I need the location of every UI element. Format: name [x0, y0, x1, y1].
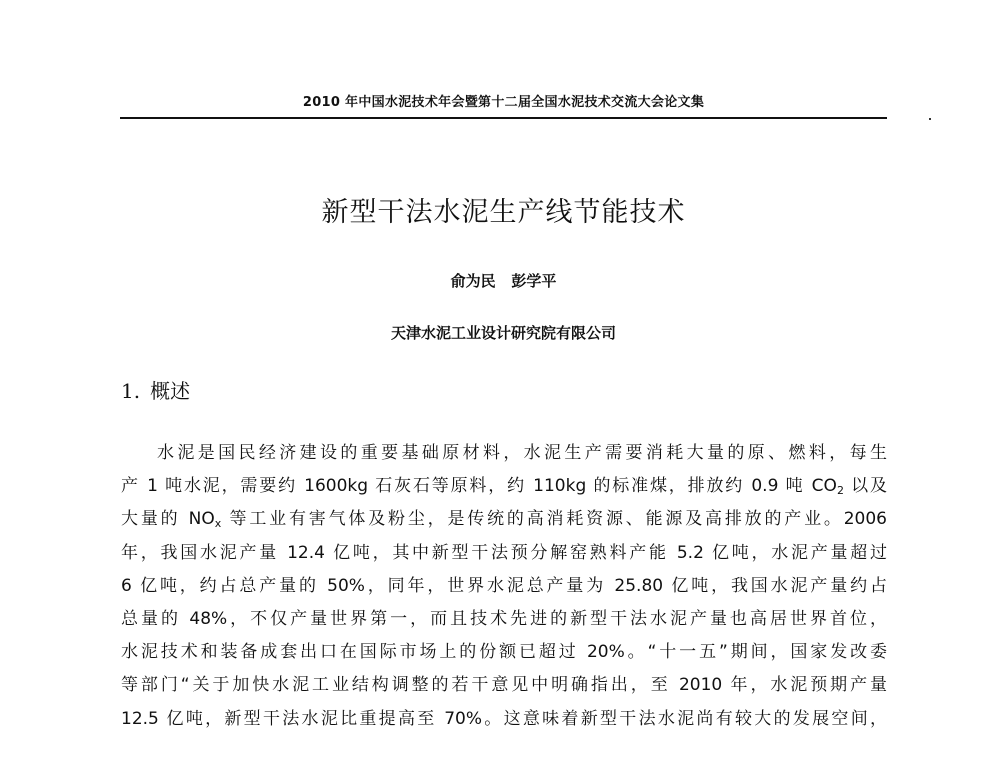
author-name: 俞为民	[450, 272, 496, 290]
text-line: 水泥是国民经济建设的重要基础原材料，水泥生产需要消耗大量的原、燃料，每生	[157, 443, 887, 463]
text-line	[121, 503, 887, 536]
subscript: 2	[836, 484, 844, 498]
text-line: 年，我国水泥产量 12.4 亿吨，其中新型干法预分解窑熟料产能 5.2 亿吨，水泥产量超过	[121, 542, 887, 563]
header-rule	[120, 117, 887, 119]
text-line: 总量的 48%，不仅产量世界第一，而且技术先进的新型干法水泥产量也高居世界首位，	[121, 608, 887, 629]
authors	[120, 270, 887, 291]
section-number: 1.	[121, 379, 141, 403]
text-line: 等部门“关于加快水泥工业结构调整的若干意见中明确指出，至 2010 年，水泥预期产量	[121, 675, 887, 696]
text-line	[121, 470, 887, 503]
author-name: 彭学平	[511, 272, 557, 290]
affiliation: 天津水泥工业设计研究院有限公司	[390, 324, 616, 342]
subscript: x	[214, 517, 222, 531]
paper-title: 新型干法水泥生产线节能技术	[321, 197, 686, 229]
text-segment: 大量的 NO	[121, 509, 215, 530]
text-segment: 以及	[851, 476, 888, 497]
text-segment: 等工业有害气体及粉尘，是传统的高消耗资源、能源及高排放的产业。2006	[229, 509, 887, 530]
section-title: 概述	[150, 379, 191, 403]
text-line: 水泥技术和装备成套出口在国际市场上的份额已超过 20%。“十一五”期间，国家发改委	[121, 642, 887, 663]
running-header: 2010 年中国水泥技术年会暨第十二届全国水泥技术交流大会论文集	[302, 95, 705, 110]
stray-mark	[929, 118, 931, 120]
body-paragraph	[121, 437, 887, 736]
text-line: 6 亿吨，约占总产量的 50%，同年，世界水泥总产量为 25.80 亿吨，我国水泥产量约占	[121, 575, 887, 596]
text-line: 12.5 亿吨，新型干法水泥比重提高至 70%。这意味着新型干法水泥尚有较大的发展空间，	[121, 708, 887, 729]
section-heading	[121, 375, 190, 404]
text-segment: 产 1 吨水泥，需要约 1600kg 石灰石等原料，约 110kg 的标准煤，排放约 0.9 吨 CO	[121, 476, 837, 497]
